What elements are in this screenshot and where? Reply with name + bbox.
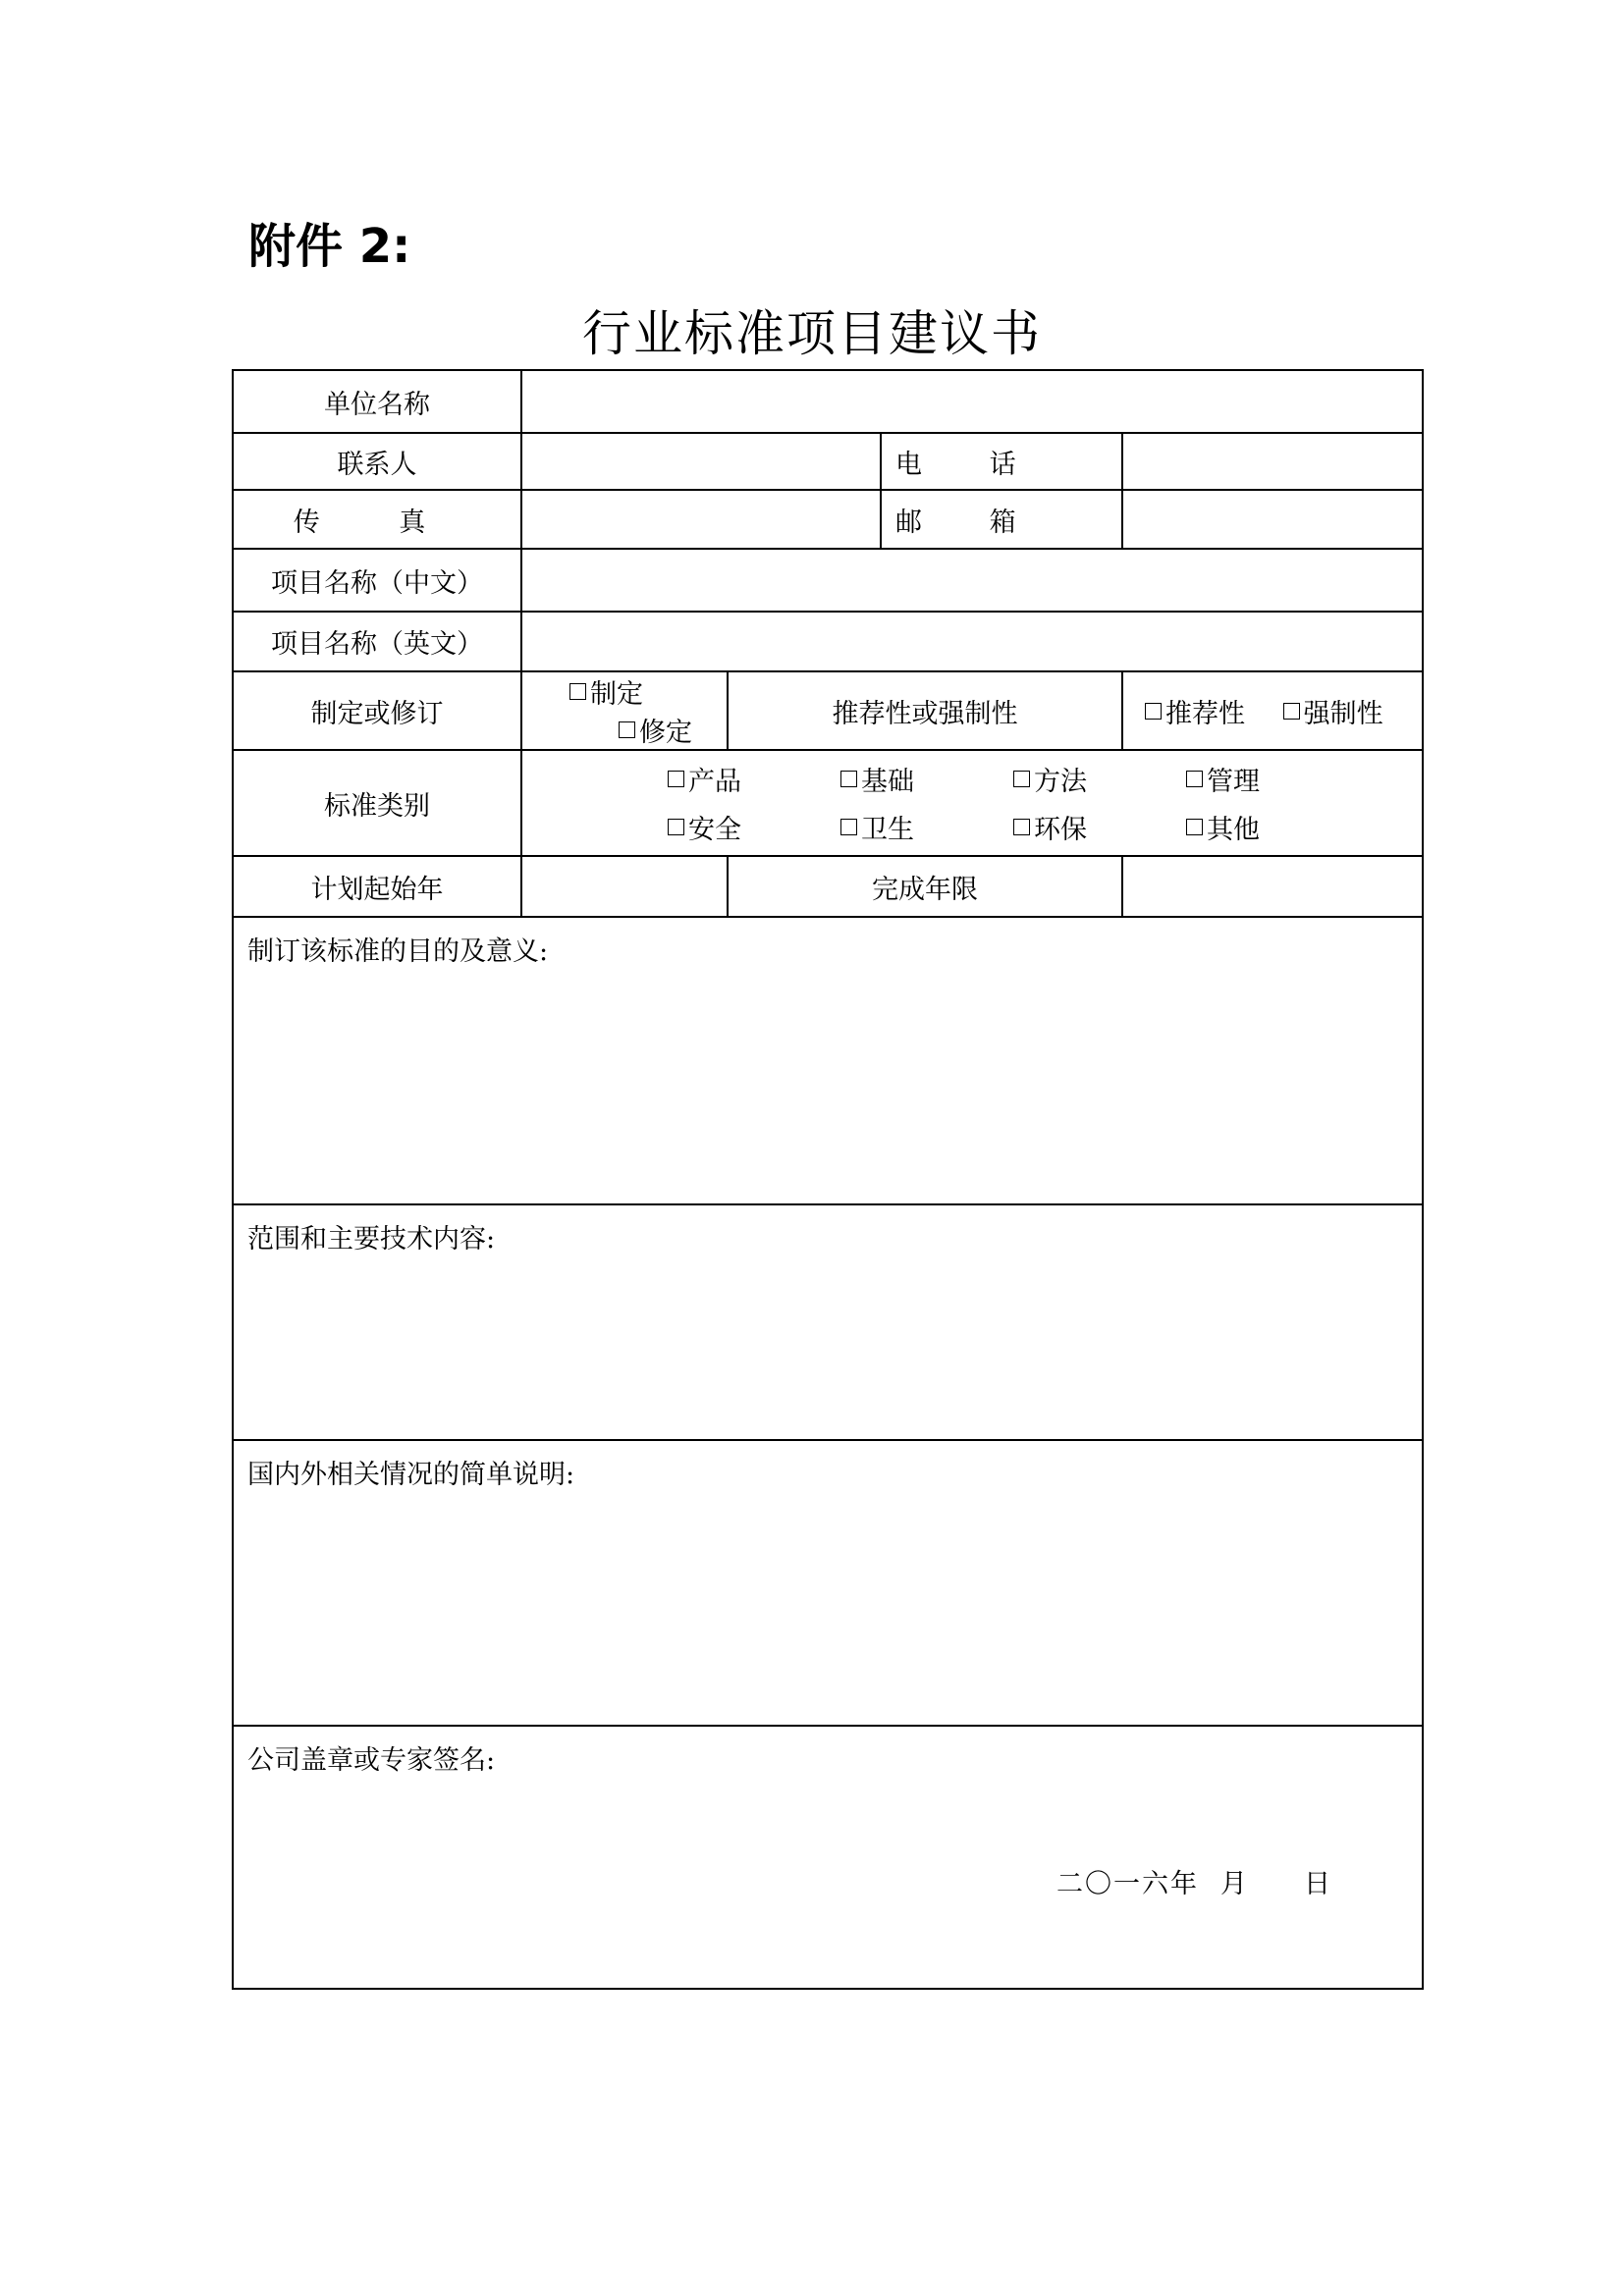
project-name-cn-field[interactable] (521, 549, 1423, 612)
category-option-other[interactable]: 其他 (1186, 808, 1359, 846)
row-unit-name (233, 370, 1423, 433)
sign-date (1056, 1862, 1354, 1900)
proposal-form-table (232, 369, 1424, 1990)
checkbox-icon[interactable] (1186, 771, 1203, 787)
date-year: 二〇一六年 (1056, 1869, 1199, 1899)
row-revise (233, 671, 1423, 750)
start-year-field[interactable] (521, 856, 728, 917)
category-option-method[interactable]: 方法 (1013, 760, 1186, 798)
deadline-field[interactable] (1122, 856, 1423, 917)
category-option-basic[interactable]: 基础 (840, 760, 1013, 798)
row-fax (233, 490, 1423, 549)
checkbox-icon[interactable] (569, 683, 586, 700)
checkbox-icon[interactable] (1013, 771, 1030, 787)
nature-options (1122, 671, 1423, 750)
scope-label: 范围和主要技术内容: (247, 1224, 496, 1255)
checkbox-icon[interactable] (1186, 819, 1203, 835)
revise-option-amend[interactable]: 修定 (619, 711, 692, 749)
start-year-label: 计划起始年 (233, 856, 521, 917)
row-scope (233, 1204, 1423, 1440)
fax-field[interactable] (521, 490, 881, 549)
revise-option-establish[interactable]: 制定 (569, 672, 643, 711)
row-situation (233, 1440, 1423, 1726)
sign-section[interactable] (233, 1726, 1423, 1989)
revise-options (521, 671, 728, 750)
email-label: 邮 箱 (881, 490, 1122, 549)
purpose-section[interactable] (233, 917, 1423, 1204)
checkbox-icon[interactable] (1283, 703, 1300, 720)
row-schedule (233, 856, 1423, 917)
checkbox-icon[interactable] (668, 771, 684, 787)
deadline-label: 完成年限 (728, 856, 1122, 917)
row-sign (233, 1726, 1423, 1989)
nature-option-mandatory[interactable]: 强制性 (1283, 692, 1383, 730)
checkbox-icon[interactable] (840, 819, 857, 835)
category-option-product[interactable]: 产品 (668, 760, 840, 798)
checkbox-icon[interactable] (840, 771, 857, 787)
category-option-management[interactable]: 管理 (1186, 760, 1359, 798)
project-name-en-label: 项目名称（英文） (233, 612, 521, 671)
project-name-cn-label: 项目名称（中文） (233, 549, 521, 612)
purpose-label: 制订该标准的目的及意义: (247, 936, 549, 967)
checkbox-icon[interactable] (1013, 819, 1030, 835)
sign-label: 公司盖章或专家签名: (247, 1745, 496, 1776)
project-name-en-field[interactable] (521, 612, 1423, 671)
fax-label: 传 真 (233, 490, 521, 549)
row-purpose (233, 917, 1423, 1204)
phone-field[interactable] (1122, 433, 1423, 490)
category-option-environment[interactable]: 环保 (1013, 808, 1186, 846)
row-contact (233, 433, 1423, 490)
revise-label: 制定或修订 (233, 671, 521, 750)
category-option-hygiene[interactable]: 卫生 (840, 808, 1013, 846)
nature-option-recommended[interactable]: 推荐性 (1145, 692, 1245, 730)
row-project-name-cn (233, 549, 1423, 612)
checkbox-icon[interactable] (619, 721, 635, 738)
checkbox-icon[interactable] (668, 819, 684, 835)
document-title: 行业标准项目建议书 (582, 305, 1042, 362)
date-day: 日 (1304, 1869, 1332, 1899)
contact-label: 联系人 (233, 433, 521, 490)
category-label: 标准类别 (233, 750, 521, 856)
row-project-name-en (233, 612, 1423, 671)
checkbox-icon[interactable] (1145, 703, 1162, 720)
date-month: 月 (1220, 1869, 1249, 1899)
unit-name-label: 单位名称 (233, 370, 521, 433)
contact-field[interactable] (521, 433, 881, 490)
scope-section[interactable] (233, 1204, 1423, 1440)
category-option-safety[interactable]: 安全 (668, 808, 840, 846)
unit-name-field[interactable] (521, 370, 1423, 433)
nature-label: 推荐性或强制性 (728, 671, 1122, 750)
phone-label: 电 话 (881, 433, 1122, 490)
row-category (233, 750, 1423, 856)
attachment-label: 附件 2: (248, 219, 411, 274)
email-field[interactable] (1122, 490, 1423, 549)
situation-section[interactable] (233, 1440, 1423, 1726)
situation-label: 国内外相关情况的简单说明: (247, 1460, 575, 1490)
category-options (521, 750, 1423, 856)
